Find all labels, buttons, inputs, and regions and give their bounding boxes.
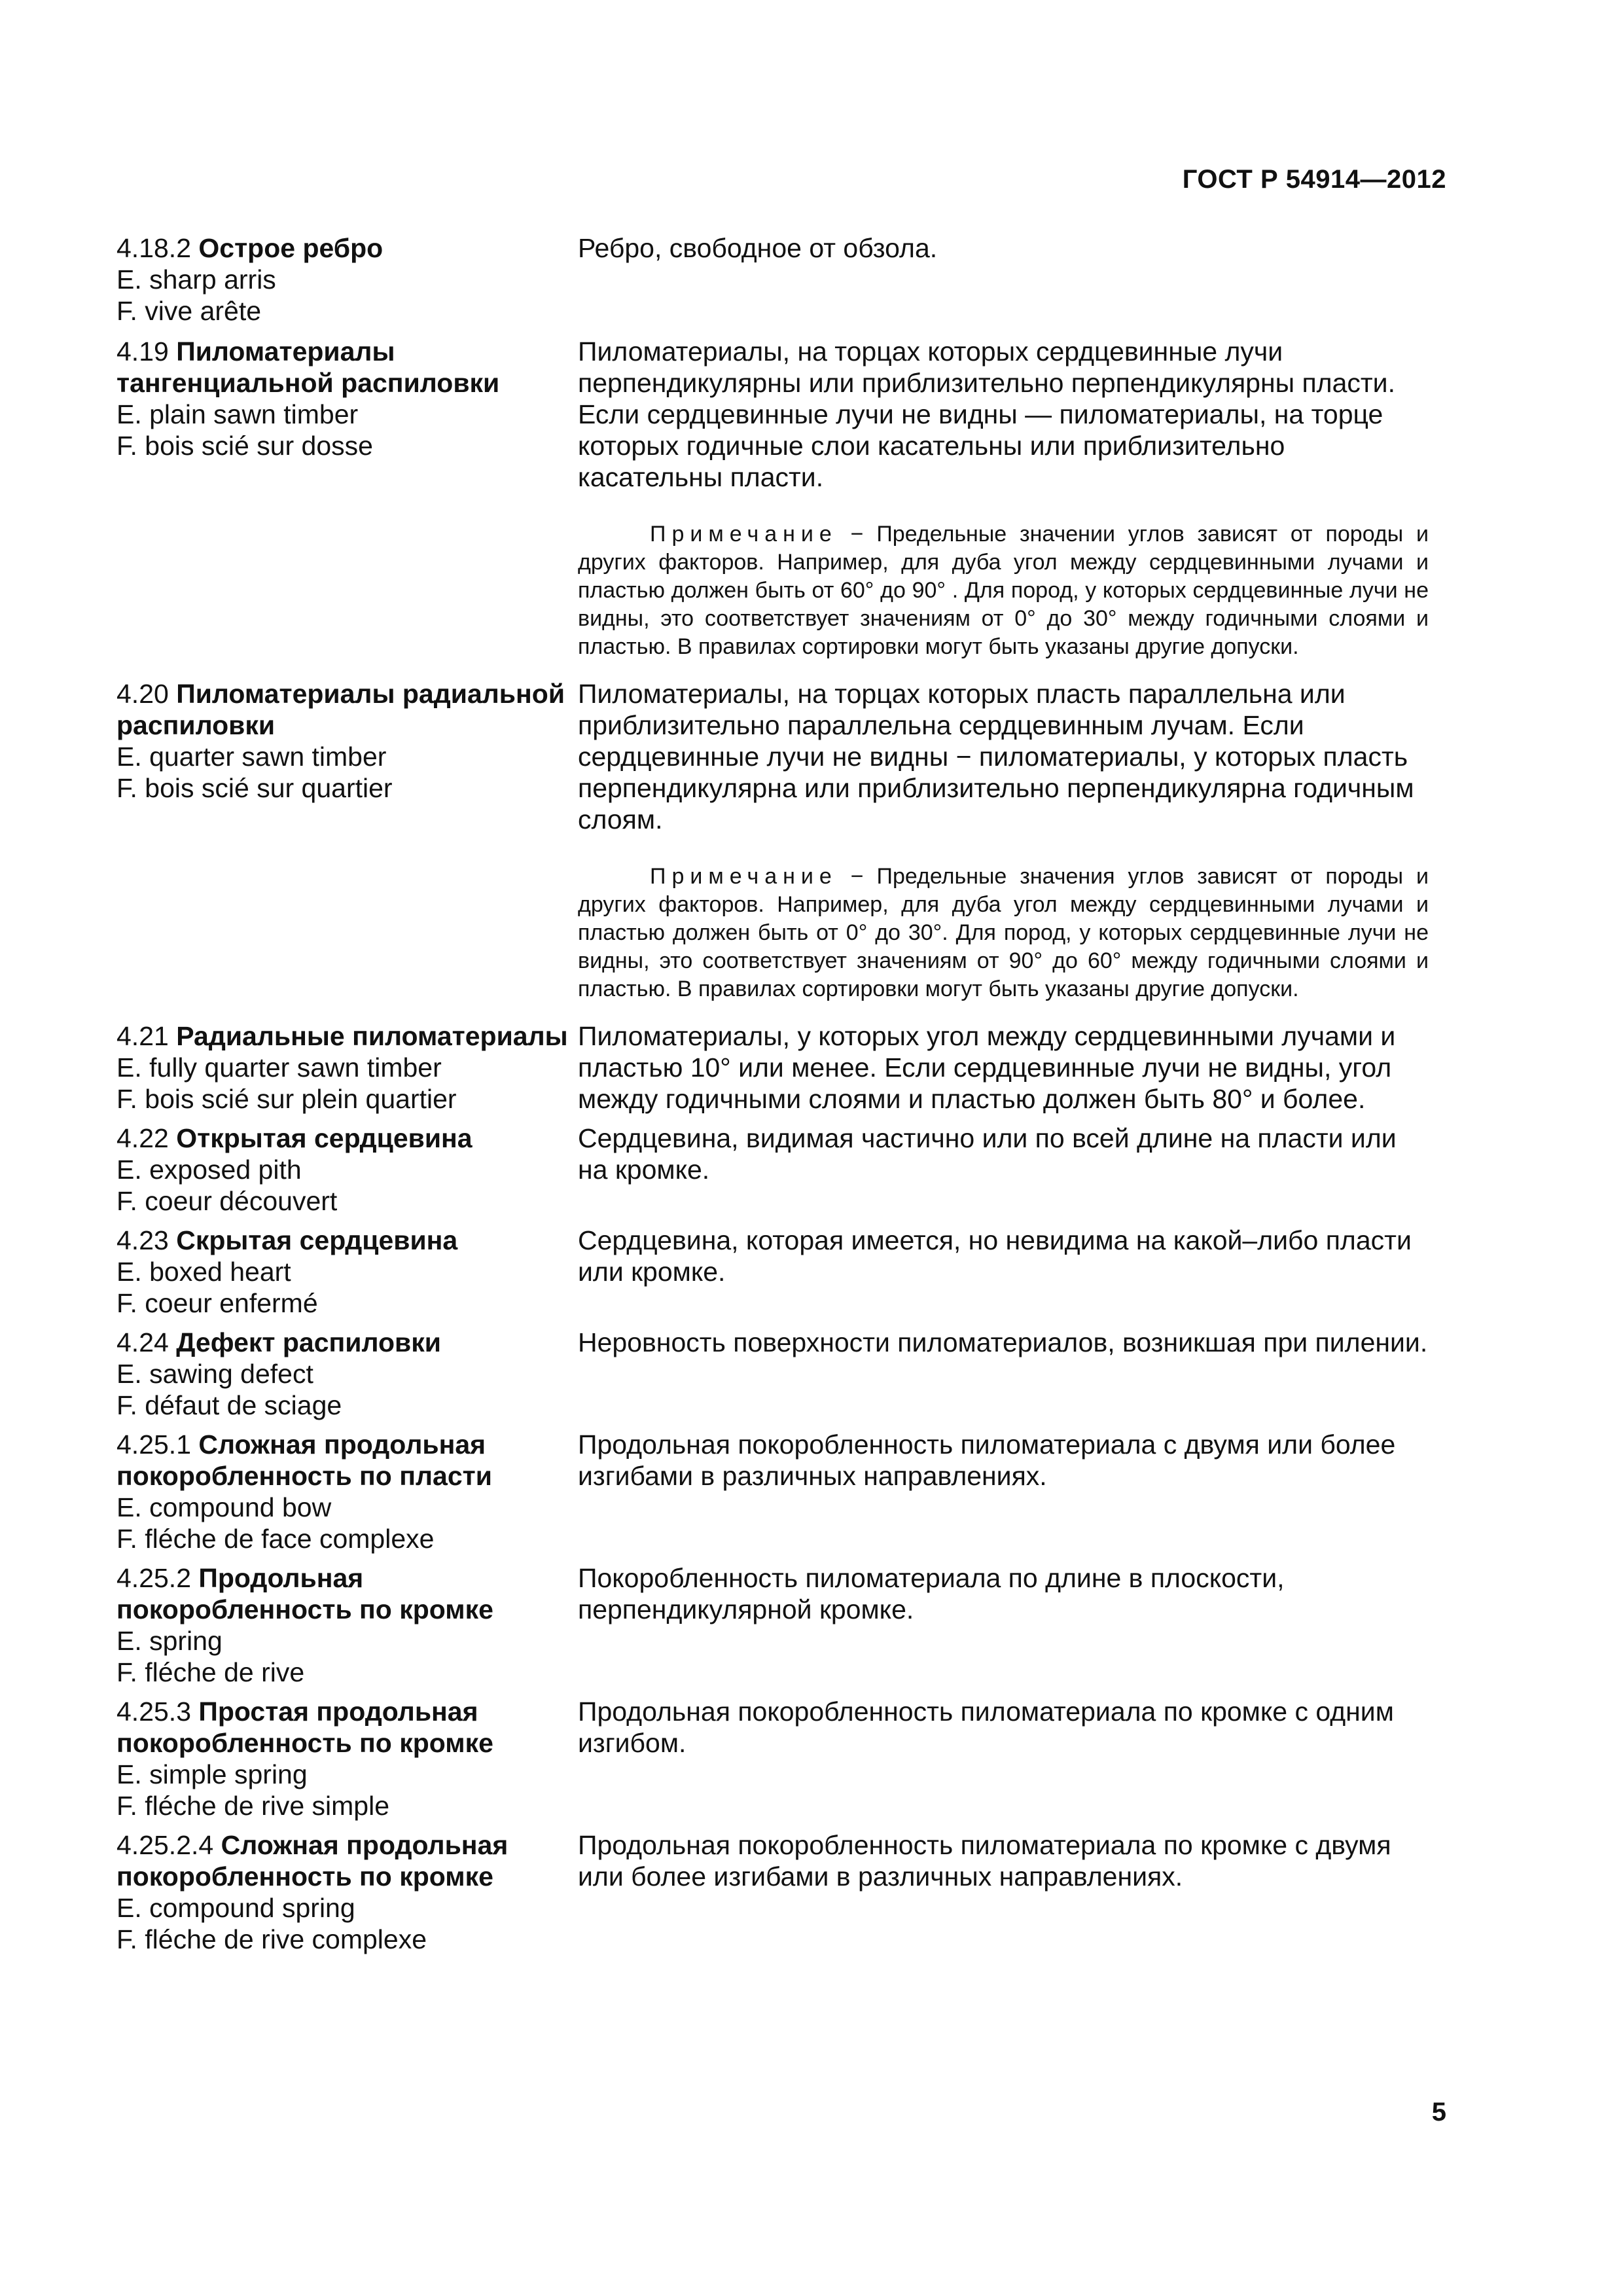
term-head <box>116 678 575 804</box>
term-head <box>116 1562 575 1688</box>
term-entry <box>116 1562 1445 1688</box>
term-number: 4.25.1 <box>116 1429 191 1460</box>
term-definition: Покоробленность пиломатериала по длине в плоскости, перпендикулярной кромке. <box>578 1563 1285 1624</box>
term-number: 4.23 <box>116 1225 169 1255</box>
term-head <box>116 1225 575 1319</box>
term-head <box>116 1429 575 1554</box>
term-french: F. coeur découvert <box>116 1186 338 1216</box>
term-definition-block <box>578 678 1429 1003</box>
term-french: F. fléche de rive complexe <box>116 1924 427 1954</box>
term-entry <box>116 678 1445 1003</box>
term-english: E. compound bow <box>116 1492 332 1522</box>
term-french: F. défaut de sciage <box>116 1390 342 1420</box>
term-number: 4.21 <box>116 1021 169 1051</box>
terms-list <box>116 232 1445 1963</box>
document-header: ГОСТ Р 54914—2012 <box>1182 165 1446 194</box>
note-text: − Предельные значении углов зависят от породы и других факторов. Например, для дуба угол между сердцевинными лучами и пластью должен быть от 60° до 90° . Для пород, у которых сердцевинные лучи не видны, это соответствует значениям от 0° до 30° между годичными слоями и пластью. В правилах сортировки могут быть указаны другие допуски. <box>578 522 1429 659</box>
term-definition: Сердцевина, которая имеется, но невидима на какой–либо пласти или кромке. <box>578 1225 1412 1287</box>
term-definition-block <box>578 1225 1429 1287</box>
term-french: F. bois scié sur quartier <box>116 773 393 803</box>
term-english: E. simple spring <box>116 1759 308 1789</box>
term-english: E. sawing defect <box>116 1359 313 1389</box>
term-number: 4.24 <box>116 1327 169 1357</box>
term-head <box>116 1020 575 1115</box>
term-english: E. compound spring <box>116 1893 355 1923</box>
term-note <box>578 520 1429 661</box>
term-french: F. fléche de face complexe <box>116 1524 435 1554</box>
term-note <box>578 863 1429 1003</box>
term-name: Дефект распиловки <box>176 1327 441 1357</box>
term-definition-block <box>578 1327 1429 1358</box>
term-name: Острое ребро <box>198 233 383 263</box>
term-french: F. bois scié sur plein quartier <box>116 1084 457 1114</box>
term-english: E. plain sawn timber <box>116 399 359 429</box>
term-english: E. quarter sawn timber <box>116 742 387 772</box>
term-definition-block <box>578 1696 1429 1759</box>
term-entry <box>116 1829 1445 1955</box>
term-english: E. sharp arris <box>116 264 276 295</box>
term-french: F. vive arête <box>116 296 262 326</box>
term-head <box>116 232 575 327</box>
term-number: 4.22 <box>116 1123 169 1153</box>
term-definition-block <box>578 1020 1429 1115</box>
term-definition-block <box>578 1562 1429 1625</box>
term-number: 4.19 <box>116 336 169 367</box>
term-head <box>116 1696 575 1821</box>
term-entry <box>116 1020 1445 1115</box>
term-name: Сложная продольная покоробленность по кромке <box>116 1830 508 1892</box>
term-definition: Продольная покоробленность пиломатериала по кромке с двумя или более изгибами в различных направлениях. <box>578 1830 1391 1892</box>
term-entry <box>116 1327 1445 1421</box>
term-name: Сложная продольная покоробленность по пласти <box>116 1429 492 1491</box>
term-english: E. spring <box>116 1626 223 1656</box>
term-head <box>116 1122 575 1217</box>
term-name: Пиломатериалы тангенциальной распиловки <box>116 336 500 398</box>
note-label: Примечание <box>650 864 838 889</box>
term-name: Открытая сердцевина <box>176 1123 473 1153</box>
note-text: − Предельные значения углов зависят от породы и других факторов. Например, для дуба угол между сердцевинными лучами и пластью должен быть от 0° до 30°. Для пород, у которых сердцевинные лучи не видны, это соответствует значениям от 90° до 60° между годичными слоями и пластью. В правилах сортировки могут быть указаны другие допуски. <box>578 864 1429 1001</box>
term-definition-block <box>578 232 1429 264</box>
note-label: Примечание <box>650 522 838 547</box>
term-entry <box>116 1225 1445 1319</box>
term-name: Пиломатериалы радиальной распиловки <box>116 679 565 740</box>
term-entry <box>116 1429 1445 1554</box>
term-definition: Пиломатериалы, на торцах которых сердцевинные лучи перпендикулярны или приблизительно перпендикулярны пласти. Если сердцевинные лучи не видны — пиломатериалы, на торце которых годичные слои касательны или приблизительно касательны пласти. <box>578 336 1395 492</box>
term-definition: Ребро, свободное от обзола. <box>578 233 938 263</box>
term-name: Продольная покоробленность по кромке <box>116 1563 493 1624</box>
term-definition-block <box>578 1122 1429 1185</box>
term-entry <box>116 1122 1445 1217</box>
term-name: Простая продольная покоробленность по кромке <box>116 1696 493 1758</box>
term-definition: Продольная покоробленность пиломатериала с двумя или более изгибами в различных направлениях. <box>578 1429 1396 1491</box>
term-definition: Продольная покоробленность пиломатериала по кромке с одним изгибом. <box>578 1696 1394 1758</box>
term-head <box>116 1327 575 1421</box>
term-english: E. exposed pith <box>116 1155 302 1185</box>
term-head <box>116 1829 575 1955</box>
page-number: 5 <box>1431 2098 1446 2126</box>
term-french: F. fléche de rive simple <box>116 1791 390 1821</box>
term-number: 4.25.2 <box>116 1563 191 1593</box>
term-head <box>116 336 575 461</box>
term-number: 4.25.3 <box>116 1696 191 1727</box>
term-entry <box>116 1696 1445 1821</box>
term-definition: Пиломатериалы, у которых угол между сердцевинными лучами и пластью 10° или менее. Если сердцевинные лучи не видны, угол между годичными слоями и пластью должен быть 80° и более. <box>578 1021 1396 1114</box>
term-english: E. boxed heart <box>116 1257 291 1287</box>
term-number: 4.18.2 <box>116 233 191 263</box>
term-definition-block <box>578 1829 1429 1892</box>
term-definition: Неровность поверхности пиломатериалов, возникшая при пилении. <box>578 1327 1428 1357</box>
term-number: 4.25.2.4 <box>116 1830 214 1860</box>
term-definition-block <box>578 336 1429 661</box>
term-french: F. fléche de rive <box>116 1657 305 1687</box>
term-name: Радиальные пиломатериалы <box>176 1021 568 1051</box>
term-entry <box>116 232 1445 327</box>
term-entry <box>116 336 1445 661</box>
term-definition: Пиломатериалы, на торцах которых пласть параллельна или приблизительно параллельна сердцевинным лучам. Если сердцевинные лучи не видны − пиломатериалы, у которых пласть перпендикулярна или приблизительно перпендикулярна годичным слоям. <box>578 679 1414 834</box>
term-name: Скрытая сердцевина <box>176 1225 458 1255</box>
term-number: 4.20 <box>116 679 169 709</box>
term-english: E. fully quarter sawn timber <box>116 1052 442 1083</box>
term-definition-block <box>578 1429 1429 1492</box>
term-french: F. coeur enfermé <box>116 1288 318 1318</box>
term-french: F. bois scié sur dosse <box>116 431 373 461</box>
term-definition: Сердцевина, видимая частично или по всей длине на пласти или на кромке. <box>578 1123 1397 1185</box>
